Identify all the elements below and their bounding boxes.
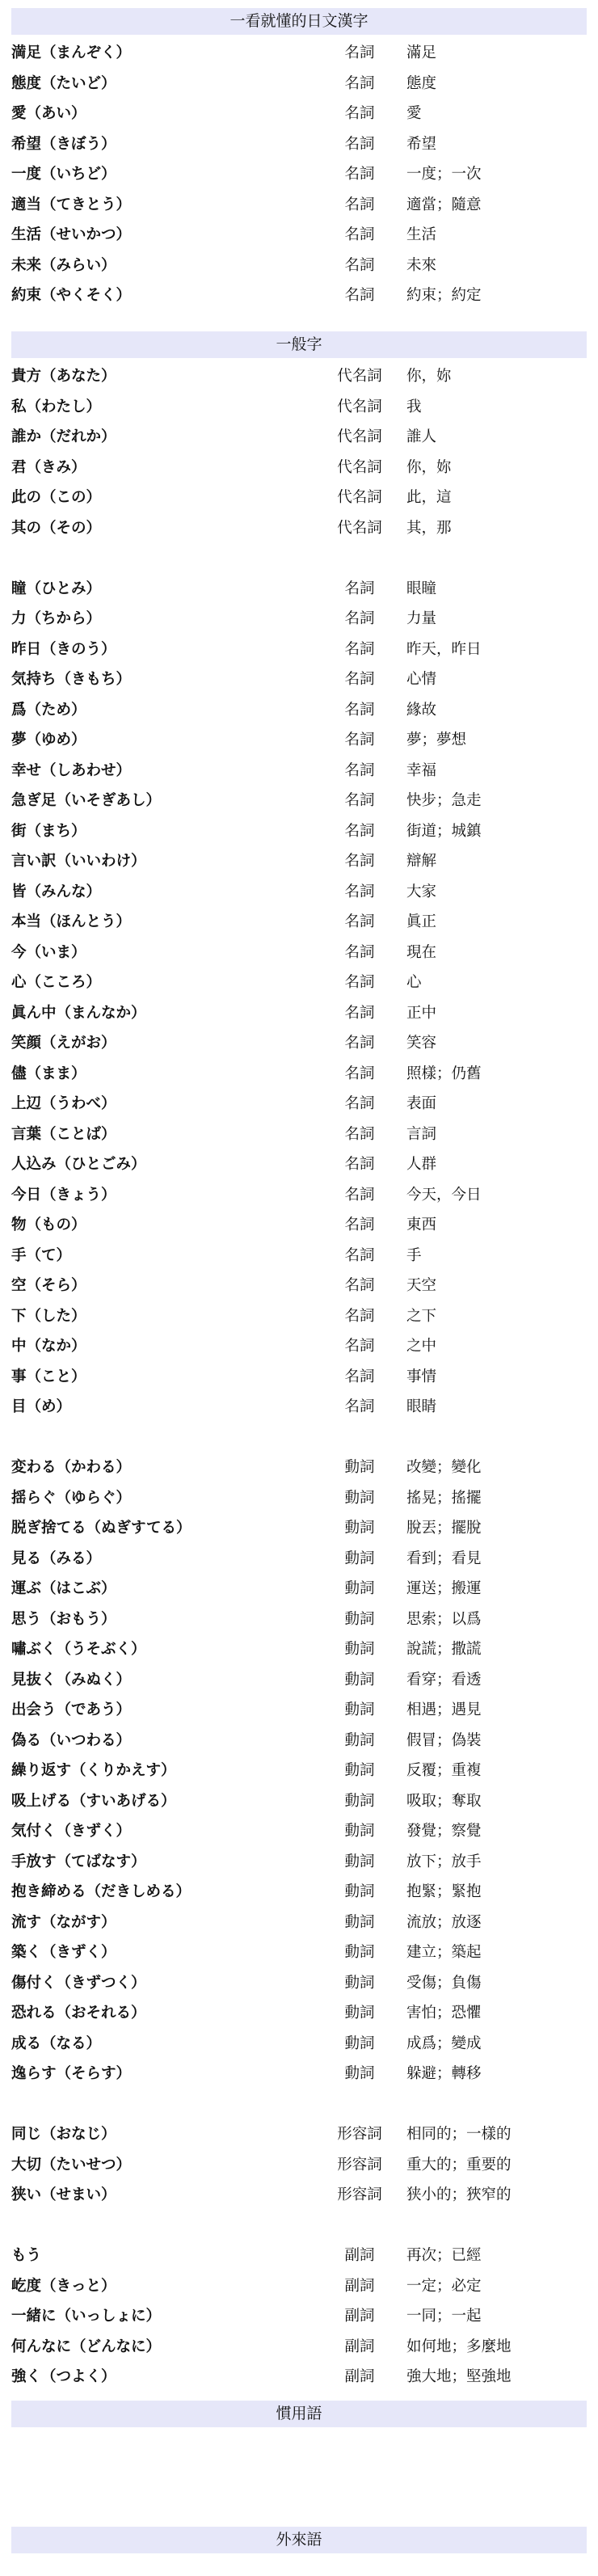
- vocab-meaning: 看到；看見: [406, 1549, 482, 1567]
- vocab-word: 物（もの）: [11, 1216, 86, 1233]
- vocab-row: [0, 422, 598, 453]
- vocab-word: 目（め）: [11, 1398, 72, 1415]
- part-of-speech: 動詞: [344, 1944, 375, 1961]
- vocab-meaning: 假冒；偽裝: [406, 1731, 482, 1749]
- part-of-speech: 名詞: [344, 105, 375, 122]
- part-of-speech: 名詞: [344, 943, 375, 961]
- vocab-word: 空（そら）: [11, 1277, 86, 1294]
- part-of-speech: 名詞: [344, 913, 375, 930]
- vocab-row: [0, 2362, 598, 2393]
- part-of-speech: 名詞: [344, 1398, 375, 1415]
- vocab-word: 事（こと）: [11, 1368, 86, 1385]
- vocab-row: [0, 695, 598, 726]
- vocab-meaning: 心: [406, 974, 422, 991]
- vocab-meaning: 其，那: [406, 519, 452, 537]
- part-of-speech: 名詞: [344, 135, 375, 153]
- part-of-speech: 副詞: [344, 2368, 375, 2385]
- vocab-row: [0, 190, 598, 221]
- part-of-speech: 形容詞: [337, 2156, 382, 2173]
- vocab-row: [0, 483, 598, 513]
- vocab-meaning: 狭小的；狹窄的: [406, 2186, 512, 2203]
- vocab-meaning: 人群: [406, 1156, 437, 1173]
- vocab-meaning: 看穿；看透: [406, 1671, 482, 1689]
- vocab-word: 偽る（いつわる）: [11, 1731, 132, 1749]
- vocab-word: 一緒に（いっしょに）: [11, 2308, 162, 2325]
- part-of-speech: 名詞: [344, 1065, 375, 1082]
- vocab-row: [0, 1937, 598, 1968]
- vocab-meaning: 笑容: [406, 1035, 437, 1052]
- vocab-word: 強く（つよく）: [11, 2368, 116, 2385]
- part-of-speech: 名詞: [344, 1277, 375, 1294]
- vocab-row: [0, 453, 598, 483]
- vocab-word: 手（て）: [11, 1246, 72, 1264]
- vocab-meaning: 成爲；變成: [406, 2034, 482, 2052]
- part-of-speech: 名詞: [344, 1035, 375, 1052]
- vocab-word: 生活（せいかつ）: [11, 226, 132, 243]
- vocab-word: 気持ち（きもち）: [11, 671, 132, 688]
- vocab-row: [0, 998, 598, 1029]
- vocab-word: 下（した）: [11, 1307, 86, 1325]
- vocab-word: もう: [11, 2247, 42, 2264]
- vocab-row: [0, 1695, 598, 1726]
- part-of-speech: 名詞: [344, 1216, 375, 1233]
- part-of-speech: 名詞: [344, 1004, 375, 1022]
- vocab-meaning: 一同；一起: [406, 2308, 482, 2325]
- vocab-meaning: 搖晃；搖擺: [406, 1489, 482, 1507]
- vocab-row: [0, 1452, 598, 1483]
- vocab-word: 上辺（うわべ）: [11, 1095, 116, 1112]
- part-of-speech: 副詞: [344, 2338, 375, 2355]
- part-of-speech: 名詞: [344, 974, 375, 991]
- part-of-speech: 名詞: [344, 701, 375, 719]
- part-of-speech: 代名詞: [337, 489, 382, 506]
- part-of-speech: 名詞: [344, 1307, 375, 1325]
- vocab-row: [0, 1908, 598, 1938]
- vocab-word: 満足（まんぞく）: [11, 44, 132, 61]
- vocab-meaning: 表面: [406, 1095, 437, 1112]
- vocab-meaning: 昨天，昨日: [406, 640, 482, 658]
- part-of-speech: 動詞: [344, 1883, 375, 1900]
- part-of-speech: 動詞: [344, 1671, 375, 1689]
- vocab-meaning: 生活: [406, 226, 437, 243]
- vocab-word: 手放す（てばなす）: [11, 1853, 146, 1870]
- vocab-word: 傷付く（きずつく）: [11, 1974, 146, 1992]
- vocab-word: 何んなに（どんなに）: [11, 2338, 162, 2355]
- vocab-row: [0, 220, 598, 251]
- vocab-meaning: 天空: [406, 1277, 437, 1294]
- vocab-meaning: 吸取；奪取: [406, 1792, 482, 1810]
- vocab-meaning: 夢；夢想: [406, 731, 467, 748]
- vocab-row: [0, 38, 598, 69]
- vocab-word: 態度（たいど）: [11, 74, 116, 92]
- vocab-meaning: 事情: [406, 1368, 437, 1385]
- vocab-word: 私（わたし）: [11, 398, 102, 415]
- vocab-meaning: 一度；一次: [406, 166, 482, 183]
- part-of-speech: 動詞: [344, 1489, 375, 1507]
- part-of-speech: 動詞: [344, 1701, 375, 1718]
- vocab-row: [0, 1968, 598, 1999]
- vocab-row: [0, 1726, 598, 1756]
- vocab-row: [0, 1180, 598, 1211]
- part-of-speech: 代名詞: [337, 458, 382, 476]
- vocab-row: [0, 1301, 598, 1332]
- vocab-row: [0, 1241, 598, 1271]
- vocab-row: [0, 1786, 598, 1817]
- vocab-meaning: 你，妳: [406, 368, 452, 385]
- vocab-word: 見る（みる）: [11, 1549, 102, 1567]
- part-of-speech: 動詞: [344, 1731, 375, 1749]
- vocab-meaning: 未來: [406, 256, 437, 274]
- vocab-word: 繰り返す（くりかえす）: [11, 1762, 176, 1779]
- vocab-row: [0, 877, 598, 908]
- part-of-speech: 名詞: [344, 1338, 375, 1355]
- part-of-speech: 名詞: [344, 1368, 375, 1385]
- vocab-meaning: 快步；急走: [406, 792, 482, 809]
- vocab-word: 街（まち）: [11, 822, 86, 840]
- vocab-meaning: 如何地；多麼地: [406, 2338, 512, 2355]
- vocab-word: 力（ちから）: [11, 610, 102, 627]
- vocab-meaning: 強大地；堅強地: [406, 2368, 512, 2385]
- part-of-speech: 動詞: [344, 1792, 375, 1810]
- vocab-word: 一度（いちど）: [11, 166, 116, 183]
- vocab-row: [0, 846, 598, 877]
- part-of-speech: 動詞: [344, 1823, 375, 1840]
- part-of-speech: 動詞: [344, 1913, 375, 1931]
- vocab-word: 逸らす（そらす）: [11, 2065, 132, 2082]
- vocab-meaning: 緣故: [406, 701, 437, 719]
- vocab-meaning: 之中: [406, 1338, 437, 1355]
- vocab-word: 本当（ほんとう）: [11, 913, 132, 930]
- vocab-meaning: 害怕；恐懼: [406, 2005, 482, 2022]
- vocab-row: [0, 604, 598, 635]
- vocab-word: 出会う（であう）: [11, 1701, 132, 1718]
- vocab-row: [0, 2059, 598, 2089]
- vocab-row: [0, 2332, 598, 2363]
- vocab-row: [0, 938, 598, 968]
- part-of-speech: 名詞: [344, 610, 375, 627]
- section-header: 慣用語: [11, 2401, 587, 2427]
- part-of-speech: 代名詞: [337, 368, 382, 385]
- vocab-meaning: 愛: [406, 105, 422, 122]
- vocab-word: 同じ（おなじ）: [11, 2126, 116, 2143]
- part-of-speech: 名詞: [344, 671, 375, 688]
- vocab-meaning: 相遇；遇見: [406, 1701, 482, 1718]
- part-of-speech: 名詞: [344, 256, 375, 274]
- part-of-speech: 動詞: [344, 1762, 375, 1779]
- vocab-row: [0, 1604, 598, 1635]
- vocab-word: 屹度（きっと）: [11, 2277, 116, 2295]
- part-of-speech: 名詞: [344, 166, 375, 183]
- vocab-row: [0, 280, 598, 311]
- vocab-row: [0, 664, 598, 695]
- vocab-row: [0, 1634, 598, 1665]
- part-of-speech: 名詞: [344, 761, 375, 779]
- vocab-word: 心（こころ）: [11, 974, 102, 991]
- vocab-row: [0, 1271, 598, 1301]
- part-of-speech: 名詞: [344, 287, 375, 304]
- vocab-word: 抱き締める（だきしめる）: [11, 1883, 192, 1900]
- vocab-row: [0, 2029, 598, 2060]
- vocab-word: 運ぶ（はこぶ）: [11, 1580, 116, 1597]
- vocab-row: [0, 1756, 598, 1786]
- vocab-row: [0, 816, 598, 847]
- vocab-row: [0, 1119, 598, 1150]
- vocab-row: [0, 2150, 598, 2181]
- vocab-word: 今日（きょう）: [11, 1186, 116, 1204]
- vocab-meaning: 流放；放逐: [406, 1913, 482, 1931]
- part-of-speech: 動詞: [344, 2065, 375, 2082]
- vocab-row: [0, 1877, 598, 1908]
- vocab-meaning: 發覺；察覺: [406, 1823, 482, 1840]
- part-of-speech: 名詞: [344, 1156, 375, 1173]
- vocab-word: 中（なか）: [11, 1338, 86, 1355]
- part-of-speech: 名詞: [344, 792, 375, 809]
- vocab-word: 眞ん中（まんなか）: [11, 1004, 146, 1022]
- part-of-speech: 名詞: [344, 1125, 375, 1143]
- vocab-word: 夢（ゆめ）: [11, 731, 86, 748]
- part-of-speech: 代名詞: [337, 428, 382, 445]
- vocab-word: 貴方（あなた）: [11, 368, 116, 385]
- part-of-speech: 形容詞: [337, 2186, 382, 2203]
- vocab-meaning: 放下；放手: [406, 1853, 482, 1870]
- vocab-word: 流す（ながす）: [11, 1913, 116, 1931]
- part-of-speech: 名詞: [344, 226, 375, 243]
- vocab-meaning: 思索；以爲: [406, 1610, 482, 1628]
- vocab-row: [0, 1816, 598, 1847]
- vocab-meaning: 現在: [406, 943, 437, 961]
- part-of-speech: 名詞: [344, 853, 375, 870]
- vocab-row: [0, 129, 598, 160]
- part-of-speech: 名詞: [344, 1095, 375, 1112]
- vocab-meaning: 此，這: [406, 489, 452, 506]
- part-of-speech: 動詞: [344, 1853, 375, 1870]
- vocab-meaning: 你，妳: [406, 458, 452, 476]
- part-of-speech: 名詞: [344, 44, 375, 61]
- vocab-meaning: 力量: [406, 610, 437, 627]
- vocab-word: 幸せ（しあわせ）: [11, 761, 132, 779]
- vocab-word: 其の（その）: [11, 519, 102, 537]
- vocab-meaning: 正中: [406, 1004, 437, 1022]
- vocab-row: [0, 907, 598, 938]
- vocab-row: [0, 1513, 598, 1544]
- vocab-meaning: 脫丟；擺脫: [406, 1520, 482, 1537]
- part-of-speech: 副詞: [344, 2277, 375, 2295]
- vocab-meaning: 今天，今日: [406, 1186, 482, 1204]
- vocab-word: 爲（ため）: [11, 701, 86, 719]
- vocab-word: 狭い（せまい）: [11, 2186, 116, 2203]
- vocab-row: [0, 251, 598, 281]
- vocab-row: [0, 1544, 598, 1575]
- section-header: 一般字: [11, 331, 587, 358]
- vocab-row: [0, 2180, 598, 2211]
- vocab-meaning: 受傷；負傷: [406, 1974, 482, 1992]
- vocab-meaning: 大家: [406, 883, 437, 900]
- vocab-meaning: 手: [406, 1246, 422, 1264]
- vocab-word: 笑顔（えがお）: [11, 1035, 116, 1052]
- part-of-speech: 動詞: [344, 1520, 375, 1537]
- vocab-row: [0, 1362, 598, 1393]
- vocab-word: 此の（この）: [11, 489, 102, 506]
- part-of-speech: 代名詞: [337, 519, 382, 537]
- vocab-meaning: 東西: [406, 1216, 437, 1233]
- part-of-speech: 動詞: [344, 1610, 375, 1628]
- part-of-speech: 名詞: [344, 822, 375, 840]
- vocab-row: [0, 756, 598, 786]
- vocab-meaning: 一定；必定: [406, 2277, 482, 2295]
- vocab-meaning: 辯解: [406, 853, 437, 870]
- vocab-word: 大切（たいせつ）: [11, 2156, 132, 2173]
- vocab-meaning: 說謊；撒謊: [406, 1641, 482, 1658]
- vocab-word: 今（いま）: [11, 943, 86, 961]
- vocab-row: [0, 1059, 598, 1090]
- vocab-row: [0, 1210, 598, 1241]
- vocab-meaning: 眼瞳: [406, 580, 437, 597]
- vocab-word: 君（きみ）: [11, 458, 86, 476]
- vocab-word: 思う（おもう）: [11, 1610, 116, 1628]
- vocab-row: [0, 361, 598, 392]
- vocab-word: 昨日（きのう）: [11, 640, 116, 658]
- vocab-meaning: 態度: [406, 74, 437, 92]
- part-of-speech: 名詞: [344, 731, 375, 748]
- vocab-meaning: 滿足: [406, 44, 437, 61]
- vocab-row: [0, 968, 598, 998]
- vocab-word: 嘯ぶく（うそぶく）: [11, 1641, 146, 1658]
- vocab-meaning: 眞正: [406, 913, 437, 930]
- vocab-word: 変わる（かわる）: [11, 1459, 132, 1476]
- vocab-word: 恐れる（おそれる）: [11, 2005, 146, 2022]
- part-of-speech: 名詞: [344, 196, 375, 213]
- vocab-meaning: 運送；搬運: [406, 1580, 482, 1597]
- vocab-meaning: 約束；約定: [406, 287, 482, 304]
- part-of-speech: 名詞: [344, 640, 375, 658]
- vocab-meaning: 言詞: [406, 1125, 437, 1143]
- vocab-row: [0, 2301, 598, 2332]
- part-of-speech: 名詞: [344, 580, 375, 597]
- vocab-meaning: 街道；城鎮: [406, 822, 482, 840]
- vocab-row: [0, 1149, 598, 1180]
- vocab-meaning: 心情: [406, 671, 437, 688]
- vocab-meaning: 建立；築起: [406, 1944, 482, 1961]
- section-header: 一看就懂的日文漢字: [11, 8, 587, 35]
- vocab-row: [0, 2241, 598, 2271]
- vocab-meaning: 相同的；一樣的: [406, 2126, 512, 2143]
- part-of-speech: 動詞: [344, 1549, 375, 1567]
- vocab-word: 未来（みらい）: [11, 256, 116, 274]
- vocab-row: [0, 2119, 598, 2150]
- vocab-row: [0, 1574, 598, 1604]
- vocab-row: [0, 1483, 598, 1514]
- vocab-row: [0, 69, 598, 99]
- vocab-row: [0, 1392, 598, 1423]
- vocab-word: 希望（きぼう）: [11, 135, 116, 153]
- part-of-speech: 名詞: [344, 1186, 375, 1204]
- vocab-row: [0, 1331, 598, 1362]
- part-of-speech: 名詞: [344, 883, 375, 900]
- part-of-speech: 代名詞: [337, 398, 382, 415]
- vocab-word: 言い訳（いいわけ）: [11, 853, 146, 870]
- vocab-row: [0, 99, 598, 129]
- section-header: 外來語: [11, 2527, 587, 2553]
- vocab-word: 愛（あい）: [11, 105, 86, 122]
- vocab-word: 言葉（ことば）: [11, 1125, 116, 1143]
- vocab-row: [0, 1998, 598, 2029]
- vocab-meaning: 躲避；轉移: [406, 2065, 482, 2082]
- vocab-row: [0, 2271, 598, 2302]
- vocab-row: [0, 786, 598, 816]
- vocab-meaning: 幸福: [406, 761, 437, 779]
- part-of-speech: 副詞: [344, 2308, 375, 2325]
- vocab-word: 見抜く（みぬく）: [11, 1671, 132, 1689]
- part-of-speech: 動詞: [344, 2005, 375, 2022]
- vocab-row: [0, 1089, 598, 1119]
- vocab-row: [0, 1665, 598, 1696]
- vocab-meaning: 改變；變化: [406, 1459, 482, 1476]
- vocab-word: 皆（みんな）: [11, 883, 102, 900]
- part-of-speech: 名詞: [344, 1246, 375, 1264]
- vocab-meaning: 適當；隨意: [406, 196, 482, 213]
- part-of-speech: 動詞: [344, 2034, 375, 2052]
- part-of-speech: 副詞: [344, 2247, 375, 2264]
- vocab-meaning: 照樣；仍舊: [406, 1065, 482, 1082]
- part-of-speech: 名詞: [344, 74, 375, 92]
- vocab-row: [0, 635, 598, 665]
- vocab-word: 急ぎ足（いそぎあし）: [11, 792, 162, 809]
- vocab-word: 築く（きずく）: [11, 1944, 116, 1961]
- vocab-row: [0, 159, 598, 190]
- vocab-word: 脱ぎ捨てる（ぬぎすてる）: [11, 1520, 192, 1537]
- vocab-row: [0, 392, 598, 423]
- vocab-row: [0, 1847, 598, 1878]
- vocab-word: 成る（なる）: [11, 2034, 102, 2052]
- vocab-word: 約束（やくそく）: [11, 287, 132, 304]
- vocab-row: [0, 513, 598, 544]
- vocab-meaning: 之下: [406, 1307, 437, 1325]
- vocab-meaning: 再次；已經: [406, 2247, 482, 2264]
- vocab-word: 適当（てきとう）: [11, 196, 132, 213]
- part-of-speech: 動詞: [344, 1459, 375, 1476]
- vocab-word: 誰か（だれか）: [11, 428, 116, 445]
- vocab-word: 揺らぐ（ゆらぐ）: [11, 1489, 132, 1507]
- vocab-meaning: 我: [406, 398, 422, 415]
- vocab-row: [0, 725, 598, 756]
- part-of-speech: 動詞: [344, 1974, 375, 1992]
- vocab-word: 気付く（きずく）: [11, 1823, 132, 1840]
- vocab-row: [0, 1028, 598, 1059]
- vocab-word: 吸上げる（すいあげる）: [11, 1792, 176, 1810]
- vocab-meaning: 重大的；重要的: [406, 2156, 512, 2173]
- vocab-meaning: 誰人: [406, 428, 437, 445]
- part-of-speech: 動詞: [344, 1641, 375, 1658]
- vocab-meaning: 眼睛: [406, 1398, 437, 1415]
- part-of-speech: 動詞: [344, 1580, 375, 1597]
- vocab-word: 瞳（ひとみ）: [11, 580, 102, 597]
- vocab-meaning: 抱緊；緊抱: [406, 1883, 482, 1900]
- vocab-meaning: 希望: [406, 135, 437, 153]
- vocab-word: 儘（まま）: [11, 1065, 86, 1082]
- vocab-row: [0, 574, 598, 605]
- part-of-speech: 形容詞: [337, 2126, 382, 2143]
- vocab-word: 人込み（ひとごみ）: [11, 1156, 146, 1173]
- vocab-meaning: 反覆；重複: [406, 1762, 482, 1779]
